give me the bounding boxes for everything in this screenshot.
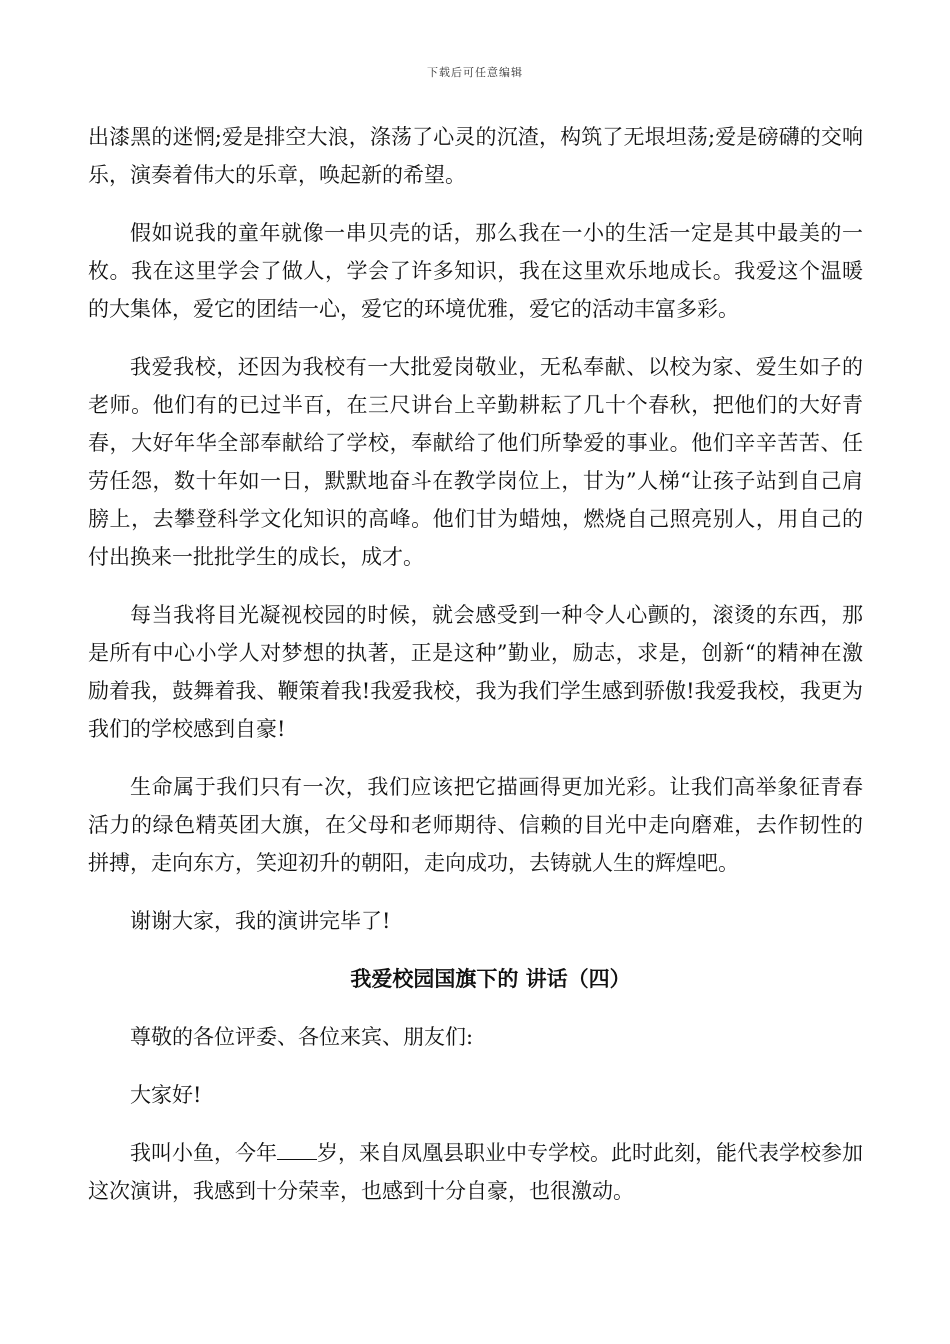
salutation: 尊敬的各位评委、各位来宾、朋友们: (130, 1025, 474, 1049)
paragraph-life: 生命属于我们只有一次，我们应该把它描画得更加光彩。让我们高举象征青春活力的绿色精英团大旗，在父母和老师期待、信赖的目光中走向磨难，去作韧性的拼搏，走向东方，笑迎初升的朝阳，走向成功，去铸就人生的辉煌吧。 (88, 775, 863, 875)
age-blank (277, 1141, 317, 1160)
self-introduction (88, 1134, 863, 1210)
document-body (88, 118, 863, 1230)
intro-text-after-blank: 岁，来自凤凰县职业中专学校。此时此刻，能代表学校参加这次演讲，我感到十分荣幸，也感到十分自豪，也很激动。 (88, 1141, 863, 1203)
paragraph-childhood: 假如说我的童年就像一串贝壳的话，那么我在一小的生活一定是其中最美的一枚。我在这里学会了做人，学会了许多知识，我在这里欢乐地成长。我爱这个温暖的大集体，爱它的团结一心，爱它的环境优雅，爱它的活动丰富多彩。 (88, 221, 863, 321)
paragraph-thanks: 谢谢大家，我的演讲完毕了! (130, 909, 391, 933)
intro-text-before-blank: 我叫小鱼，今年 (130, 1141, 277, 1165)
paragraph-teachers: 我爱我校，还因为我校有一大批爱岗敬业，无私奉献、以校为家、爱生如子的老师。他们有的已过半百，在三尺讲台上辛勤耕耘了几十个春秋，把他们的大好青春，大好年华全部奉献给了学校，奉献给了他们所挚爱的事业。他们辛辛苦苦、任劳任怨，数十年如一日，默默地奋斗在教学岗位上，甘为”人梯“让孩子站到自己肩膀上，去攀登科学文化知识的高峰。他们甘为蜡烛，燃烧自己照亮别人，用自己的付出换来一批批学生的成长，成才。 (88, 355, 863, 569)
paragraph-continuation: 出漆黑的迷惘;爱是排空大浪，涤荡了心灵的沉渣，构筑了无垠坦荡;爱是磅礴的交响乐，演奏着伟大的乐章，唤起新的希望。 (88, 125, 863, 187)
paragraph-campus-spirit: 每当我将目光凝视校园的时候，就会感受到一种令人心颤的，滚烫的东西，那是所有中心小学人对梦想的执著，正是这种”勤业，励志，求是，创新“的精神在激励着我，鼓舞着我、鞭策着我!我爱我校，我为我们学生感到骄傲!我爱我校，我更为我们的学校感到自豪! (88, 603, 863, 741)
section-title: 我爱校园国旗下的 讲话（四） (350, 966, 631, 991)
page-header-note: 下载后可任意编辑 (427, 66, 523, 79)
greeting: 大家好! (130, 1083, 202, 1107)
